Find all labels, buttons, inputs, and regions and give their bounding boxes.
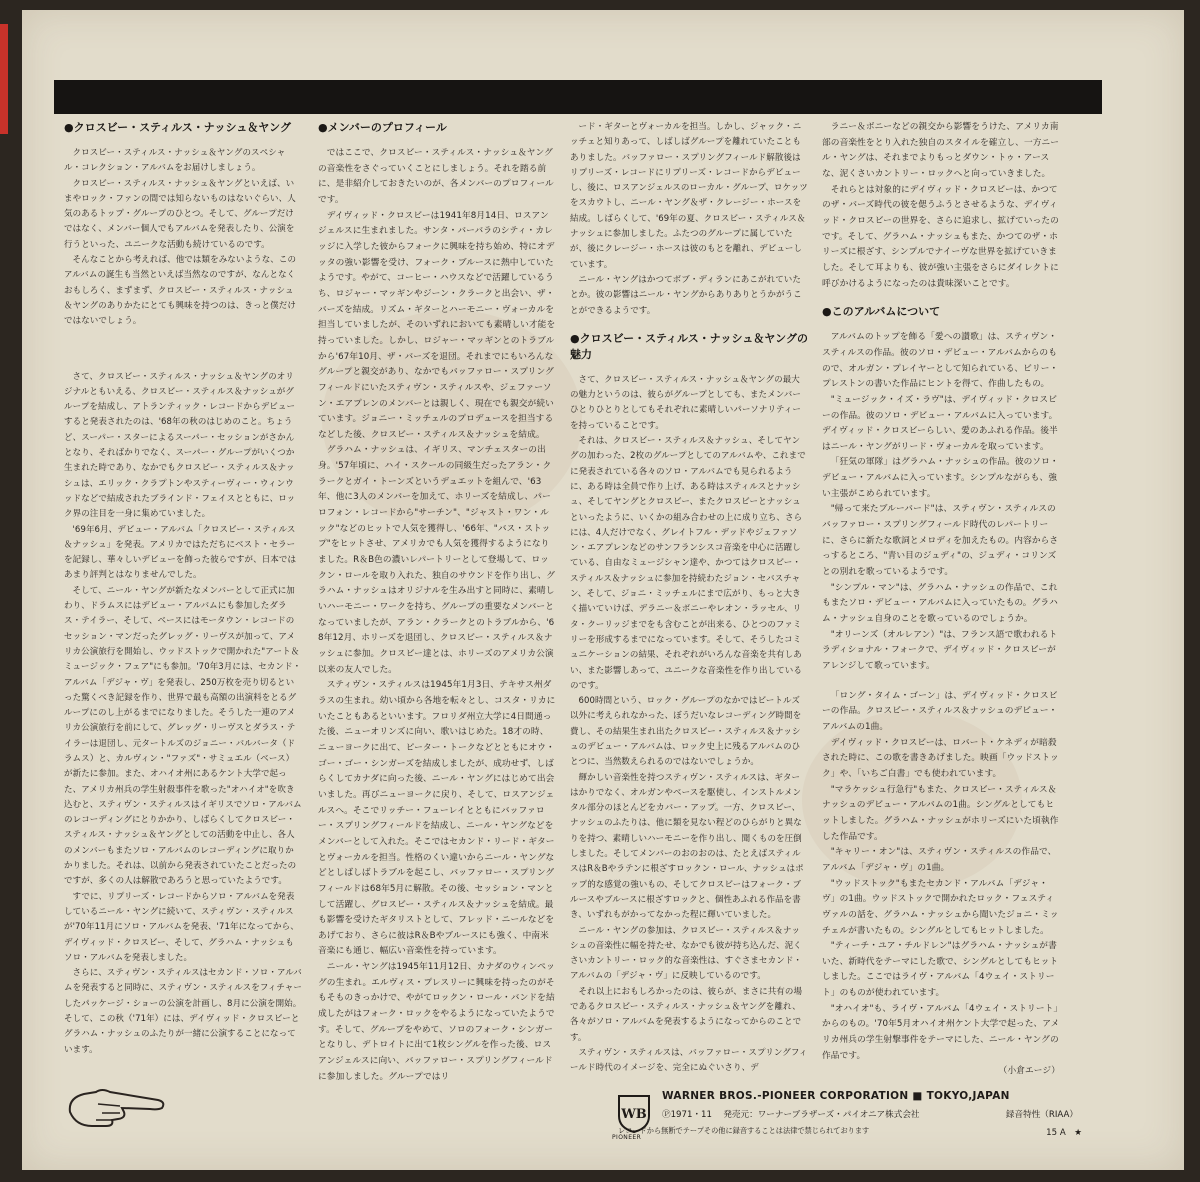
paragraph: 600時間という、ロック・グループのなかではビートルズ以外に考えられなかった、ぼうだいなレコーディング時間を費し、その結果生まれ出たクロスビー・スティルス＆ナッシュのデビュー・アルバムは、ロック史上に残るアルバムのひとつに、当然数えられるのではないでしょうか。 — [570, 696, 802, 768]
section-heading: ●クロスビー・スティルス・ナッシュ＆ヤングの魅力 — [570, 331, 808, 361]
paragraph: そして、ニール・ヤングが新たなメンバーとして正式に加わり、ドラムスにはデビュー・アルバムにも参加したダラス・テイラー、そして、ベースにはモータウン・レコードのセッション・マンだったグレッグ・リーヴスが加って、アメリカ公演旅行を開始し、ウッドストックで開かれた"アート＆ミュージック・フェア"にも参加。'70年3月には、セカンド・アルバム「デジャ・ヴ」を発表し、250万枚を売り切るといった驚くべき記録を作り、世界で最も高額の出演料をとるグループにのし上がるまでになりました。そうした一連のアメリカ公演旅行を前にして、グレッグ・リーヴスとダラス・テイラーは退団し、元タートルズのジョニー・バルバータ（ドラムス）と、カルヴィン・"ファズ"・サミュエル（ベース）が新たに参加。また、オハイオ州にあるケント大学で起った、アメリカ州兵の学生射殺事件を歌った"オハイオ"を吹き込むと、スティヴン・スティルスはイギリスでソロ・アルバムのレコーディングにとりかかり、しばらくしてクロスビー・スティルス・ナッシュ＆ヤングとしての活動を中止し、各人のメンバーもまたソロ・アルバムのレコーディングに取りかかりました。それは、以前から発表されていたことだったのですが、多くの人は解散であろうと思っていたようです。 — [64, 585, 302, 887]
column-1 — [64, 120, 302, 1058]
paragraph: それは、クロスビー・スティルス＆ナッシュ、そしてヤングの加わった、2枚のグループとしてのアルバムや、これまでに発表されている各々のソロ・アルバムでも見られるように、ある時は全員で作り上げ、ある時はスティルスとナッシュ、そしてヤングとクロスビー、またクロスビーとナッシュといったように、いくかの組み合わせの上に成り立ち、さらには、4人だけでなく、グレイトフル・デッドやジェファソン・エアプレンなどのサンフランシスコ音楽を中心に活躍している、自由なミュージシャン達や、かつてはクロスビー・スティルス＆ナッシュに参加を持続わたジョン・セバスチャン、そして、ジョニ・ミッチェルにまで広がり、もっと大きく描いていけば、デラニー＆ボニーやレオン・ラッセル、リタ・クーリッジまでをも含むことが出来る、ひとつのファミリーを形成するまでになっています。そして、そうしたコミュニケーションの結果、それぞれがいろんな音楽を共有しあい、また影響しあって、ユニークな音楽性を作り出しているのです。 — [570, 436, 806, 691]
label-footer — [600, 1088, 1100, 1150]
paragraph: 輝かしい音楽性を持つスティヴン・スティルスは、ギターはかりでなく、オルガンやベースを駆使し、インストルメンタル部分のほとんどをカバー・アップ。一方、クロスビー、ナッシュのふたりは、他に類を見ない程どのひらがりと異なりを持つ、素晴しいハーモニーを作り出し、聞くものを圧倒しました。そしてメンバーのおのおのは、たとえばスティルスはR＆Bやラテンに根ざすロックン・ロール、ナッシュはポップ的な感覚の強いもの、そしてクロスビーはフォーク・ブルースやブルースに根ざすロックと、個性あふれる作品を書き、いずれもがかってなかった程に輝いていました。 — [570, 772, 804, 921]
paragraph: ではここで、クロスビー・スティルス・ナッシュ＆ヤングの音楽性をさぐっていくことにしましょう。それを踏る前に、是非紹介しておきたいのが、各メンバーのプロフィールです。 — [318, 148, 554, 205]
paragraph: さらに、スティヴン・スティルスはセカンド・ソロ・アルバムを発表すると同時に、スティヴン・スティルスをフィチャーしたパッケージ・ショーの公演を計画し、8月に公演を開始。そして、この秋（'71年）には、デイヴィッド・クロスビーとグラハム・ナッシュのふたりが一緒に公演することになっています。 — [64, 968, 302, 1055]
paragraph: そんなことから考えれば、他では類をみないような、このアルバムの誕生も当然といえば当然なのですが、なんとなくおもしろく、まずまず、クロスビー・スティルス・ナッシュ＆ヤングのありかたにとても興味を持つのは、きっと僕だけではないでしょう。 — [64, 255, 297, 327]
paragraph: さて、クロスビー・スティルス・ナッシュ＆ヤングのオリジナルともいえる、クロスビー・スティルス＆ナッシュがグループを結成し、アトランティック・レコードからデビューすると発表されたのは、'68年の秋のはじめのこと。ちょうど、スーパー・スターによるスーパー・セッションがさかんとなり、そればかりでなく、スーパー・グループがいくつか生まれた時であり、なかでもクロスビー・スティルス＆ナッシュは、エリック・クラプトンやスティーヴィー・ウィンウッドなどで結成されたブラインド・フェイスとともに、ロック界の注目を一身に集めていました。 — [64, 371, 296, 520]
wb-logo-text: WB — [621, 1107, 647, 1122]
paragraph: デイヴィッド・クロスビーは1941年8月14日、ロスアンジェルスに生まれました。サンタ・バーバラのシティ・カレッジに入学した彼からフォークに興味を持ち始め、特にオデッタの強い影響を受け、フォーク・ブルースに熱中していたようです。やがて、コーヒー・ハウスなどで活躍しているうち、ロジャー・マッギンやジーン・クラークと出会い、ザ・バーズを結成。リズム・ギターとハーモニー・ヴォーカルを担当していましたが、そのいずれにおいても素晴しい才能を持っていました。しかし、ロジャー・マッギンとのトラブルから'67年10月、ザ・バーズを退団。それまでにもいろんなグループと親交があり、なかでもバッファロー・スプリングフィールドにいたスティヴン・スティルスや、ジェファーソン・エアプレンのメンバーとは親しく、現在でも親交が続いています。ジョニー・ミッチェルのプロデュースを担当するなどした後、クロスビー・スティルス＆ナッシュを結成。 — [318, 210, 556, 440]
paragraph: すでに、リプリーズ・レコードからソロ・アルバムを発表しているニール・ヤングに続いて、スティヴン・スティルスが'70年11月にソロ・アルバムを発表、'71年になってから、デイヴィッド・クロスビー、そして、グラハム・ナッシュもソロ・アルバムを発表しました。 — [64, 891, 299, 963]
paragraph: "シンプル・マン"は、グラハム・ナッシュの作品で、これもまたソロ・デビュー・アルバムに入っていたもの。グラハム・ナッシュ自身のことを歌っているのでしょうか。 — [822, 582, 1058, 625]
paragraph: 「狂気の軍隊」はグラハム・ナッシュの作品。彼のソロ・デビュー・アルバムに入っています。シンプルながらも、強い主張がこめられています。 — [822, 457, 1059, 499]
spine-red-tab — [0, 24, 8, 134]
paragraph: ニール・ヤングの参加は、クロスビー・スティルス＆ナッシュの音楽性に幅を持たせ、なかでも彼が持ち込んだ、泥くさいカントリー・ロック的な音楽性は、すぐさまセカンド・アルバムの「デジャ・ヴ」に反映しているのです。 — [570, 925, 803, 982]
paragraph: "オリーンズ（オルレアン）"は、フランス語で歌われるトラディショナル・フォークで、デイヴィッド・クロスビーがアレンジして歌っています。 — [822, 629, 1058, 671]
release-line — [662, 1108, 920, 1120]
corporation-line: WARNER BROS.-PIONEER CORPORATION ■ TOKYO,JAPAN — [662, 1090, 1010, 1102]
release-year: Ⓟ1971・11 — [662, 1110, 712, 1120]
paragraph: "ウッドストック"もまたセカンド・アルバム「デジャ・ヴ」の1曲。ウッドストックで開かれたロック・フェスティヴァルの話を、グラハム・ナッシュから聞いたジョニ・ミッチェルが書いたもの。シングルとしてもヒットしました。 — [822, 878, 1059, 936]
paragraph: '69年6月、デビュー・アルバム「クロスビー・スティルス＆ナッシュ」を発表。アメリカではただちにベスト・セラーを記録し、華々しいデビューを飾った彼らですが、日本ではあまり評判とはなりませんでした。 — [64, 524, 297, 581]
column-4 — [822, 120, 1060, 1080]
paragraph: クロスビー・スティルス・ナッシュ＆ヤングのスペシャル・コレクション・アルバムをお届けしましょう。 — [64, 148, 286, 174]
paragraph: アルバムのトップを飾る「愛への讃歌」は、スティヴン・スティルスの作品。彼のソロ・デビュー・アルバムからのもので、オルガン・プレイヤーとして知られている、ビリー・プレストンの書いた作品にヒントを得て、作曲したもの。 — [822, 332, 1059, 390]
paragraph: "ティーチ・ユア・チルドレン"はグラハム・ナッシュが書いた、新時代をテーマにした歌で、シングルとしてもヒットしました。ここではライヴ・アルバム「4ウェイ・ストリート」のものが使われています。 — [822, 941, 1059, 999]
paragraph: ラニー＆ボニーなどの親交から影響をうけた、アメリカ南部の音楽性をとり入れた独自のスタイルを確立し、一方ニール・ヤングは、それまでよりもっとダウン・トゥ・アースな、泥くさいカントリー・ロックへと向っていきました。 — [822, 122, 1060, 179]
paragraph: クロスビー・スティルス・ナッシュ＆ヤングといえば、いまやロック・ファンの間では知らないものはないぐらい、人気のあるトップ・グループのひとつ。そして、グループだけではなく、メンバー個人でもアルバムを発表したり、公演を行うといった、ユニークな活動も続けているのです。 — [64, 178, 296, 250]
pointing-hand-icon — [62, 1082, 172, 1130]
paragraph: ニール・ヤングは1945年11月12日、カナダのウィンペッグの生まれ。エルヴィス・プレスリーに興味を持ったのがそもそものきっかけで、やがてロックン・ロール・バンドを結成したがはフォーク・ロックをやるようになっていたようです。そして、グループをやめて、ソロのフォーク・シンガーとなりし、デトロイトに出て1枚シングルを作った後、ロスアンジェルスに向い、バッファロー・スプリングフィールドに参加しました。グループではリ — [318, 962, 555, 1082]
section-heading: ●クロスビー・スティルス・ナッシュ＆ヤング — [64, 121, 291, 134]
paragraph: "マラケッシュ行急行"もまた、クロスビー・スティルス＆ナッシュのデビュー・アルバムの1曲。シングルとしてもヒットしました。グラハム・ナッシュがホリーズにいた頃執作した作品です。 — [822, 784, 1059, 842]
paragraph: スティヴン・スティルスは1945年1月3日、テキサス州ダラスの生まれ。幼い頃から各地を転々とし、コスタ・リカにいたこともあるといいます。フロリダ州立大学に4日間通った後、ニューオリンズに向い、歌いはじめた。18才の時、ニューヨークに出て、ピーター・トークなどとともにオウ・ゴー・ゴー・シンガーズを結成しましたが、成功せず、しばらくしてカナダに向った後、ニール・ヤングにはじめて出会いました。再びニューヨークに戻り、そして、ロスアンジェルスへ。そこでリッチー・フューレイとともにバッファロー・スプリングフィールドを結成し、ニール・ヤングなどをメンバーとして入れた。そこではセカンド・リード・ギターとヴォーカルを担当。性格のくい違いからニール・ヤングなどとしばしばトラブルを起こし、バッファロー・スプリングフィールドは68年5月に解散。その後、セッション・マンとして活躍し、グロスビー・スティルス＆ナッシュを結成。最も影響を受けたギタリストとして、フレッド・ニールなどをあげており、さらに彼はR＆Bやブルースにも強く、中南米音楽にも通じ、幅広い音楽性を持っています。 — [318, 680, 556, 957]
credit: （小倉エージ） — [998, 1066, 1060, 1077]
paragraph: グラハム・ナッシュは、イギリス、マンチェスターの出身。'57年頃に、ハイ・スクールの同級生だったアラン・クラークとガイ・トーンズというデュエットを組んで、'63年、他に3人のメンバーを加えて、ホリーズを結成し、パーロフォン・レコードから"サーチン"、"ジャスト・ワン・ルック"などのヒットで人気を獲得し、'66年、"バス・ストップ"をヒットさせ、アメリカでも人気を獲得するようになりました。R＆B色の濃いレパートリーとして登場して、ロックン・ロールを取り入れた、独自のサウンドを作り出し、グラハム・ナッシュはオリジナルを生み出すと同時に、素晴しいハーモニー・ワークを持ち、グループの重要なメンバーとなっていましたが、アラン・クラークとのトラブルから、'68年12月、ホリーズを退団し、クロスビー・スティルス＆ナッシュに参加。クロスビー達とは、ホリーズのアメリカ公演以来の友人でした。 — [318, 445, 556, 675]
riaa-note: 録音特性（RIAA） — [1005, 1110, 1078, 1120]
pioneer-logo-text: PIONEER — [612, 1134, 642, 1141]
paragraph: デイヴィッド・クロスビーは、ロバート・ケネディが暗殺された時に、この歌を書きあげました。映画「ウッドストック」や、「いちご白書」でも使われています。 — [822, 737, 1059, 779]
distributor: 発売元：ワーナーブラザーズ・パイオニア株式会社 — [723, 1110, 920, 1120]
column-3 — [570, 120, 808, 1077]
paragraph: ニール・ヤングはかつてボブ・ディランにあこがれていたとか。彼の影響はニール・ヤングからありありとうかがうことができるようです。 — [570, 274, 802, 316]
paragraph: ード・ギターとヴォーカルを担当。しかし、ジャック・ニッチェと知りあって、しばしばグループを離れていたこともありました。バッファロー・スプリングフィールド解散後はリプリーズ・レコードにリプリーズ・レコードからデビューし、後に、ロスアンジェルスのローカル・グループ、ロケッツをスカウトし、ニール・ヤング＆ザ・クレージー・ホースを結成。しばらくして、'69年の夏、クロスビー・スティルス＆ナッシュに参加しました。ふたつのグループに属していたが、後にクレージー・ホースは彼のもとを離れ、デビューしています。 — [570, 122, 808, 270]
paragraph: 「ロング・タイム・ゴーン」は、デイヴィッド・クロスビーの作品。クロスビー・スティルス＆ナッシュのデビュー・アルバムの1曲。 — [822, 690, 1058, 732]
header-black-bar — [54, 80, 1102, 114]
paragraph: それらとは対象的にデイヴィッド・クロスビーは、かつてのザ・バーズ時代の彼を偲うふうとさせるような、デイヴィッド・クロスビーの世界を、さらに追求し、拡げていったのです。そして、グラハム・ナッシュもまた、かつてのザ・ホリーズに根ざす、シンプルでナイーヴな世界を拡げていきました。そして耳よりも、彼が強い主張をさらにダイレクトに呼びかけるようになったのは貴味深いことです。 — [822, 184, 1059, 289]
paragraph: さて、クロスビー・スティルス・ナッシュ＆ヤングの最大の魅力というのは、彼らがグループとしても、またメンバーひとりひとりとしてもそれぞれに素晴しいパーソナリティーを持っていることです。 — [570, 374, 802, 431]
catalog-mark: 15 A ★ — [1046, 1128, 1082, 1138]
paragraph: "ミュージック・イズ・ラヴ"は、デイヴィッド・クロスビーの作品。彼のソロ・デビュー・アルバムに入っています。デイヴィッド・クロスビーらしい、愛のあふれる作品。後半はニール・ヤングがリード・ヴォーカルを取っています。 — [822, 394, 1058, 452]
paragraph: "帰って来たブルーバード"は、スティヴン・スティルスのバッファロー・スプリングフィールド時代のレパートリーに、さらに新たな歌詞とメロディを加えたもの。内容からさっするところ、"青い目のジュディ"の、ジュディ・コリンズとの別れを歌っているようです。 — [822, 504, 1059, 578]
paragraph: "オハイオ"も、ライヴ・アルバム「4ウェイ・ストリート」からのもの。'70年5月オハイオ州ケント大学で起った、アメリカ州兵の学生射撃事件をテーマにした、ニール・ヤングの作品です。 — [822, 1003, 1060, 1061]
section-heading: ●メンバーのプロフィール — [318, 121, 447, 134]
section-heading: ●このアルバムについて — [822, 305, 941, 319]
paragraph: "キャリー・オン"は、スティヴン・スティルスの作品で、アルバム「デジャ・ヴ」の1曲。 — [822, 847, 1057, 873]
paragraph: スティヴン・スティルスは、バッファロー・スプリングフィールド時代のイメージを、完全にぬぐいさり、デ — [570, 1047, 808, 1074]
copyright-notice: レコードから無断でテープその他に録音することは法律で禁じられております — [618, 1126, 870, 1135]
paragraph: それ以上におもしろかったのは、彼らが、まさに共有の場であるクロスビー・スティルス・ナッシュ＆ヤングを離れ、各々がソロ・アルバムを発表するようになってからのことです。 — [570, 986, 803, 1043]
column-2 — [318, 120, 556, 1085]
